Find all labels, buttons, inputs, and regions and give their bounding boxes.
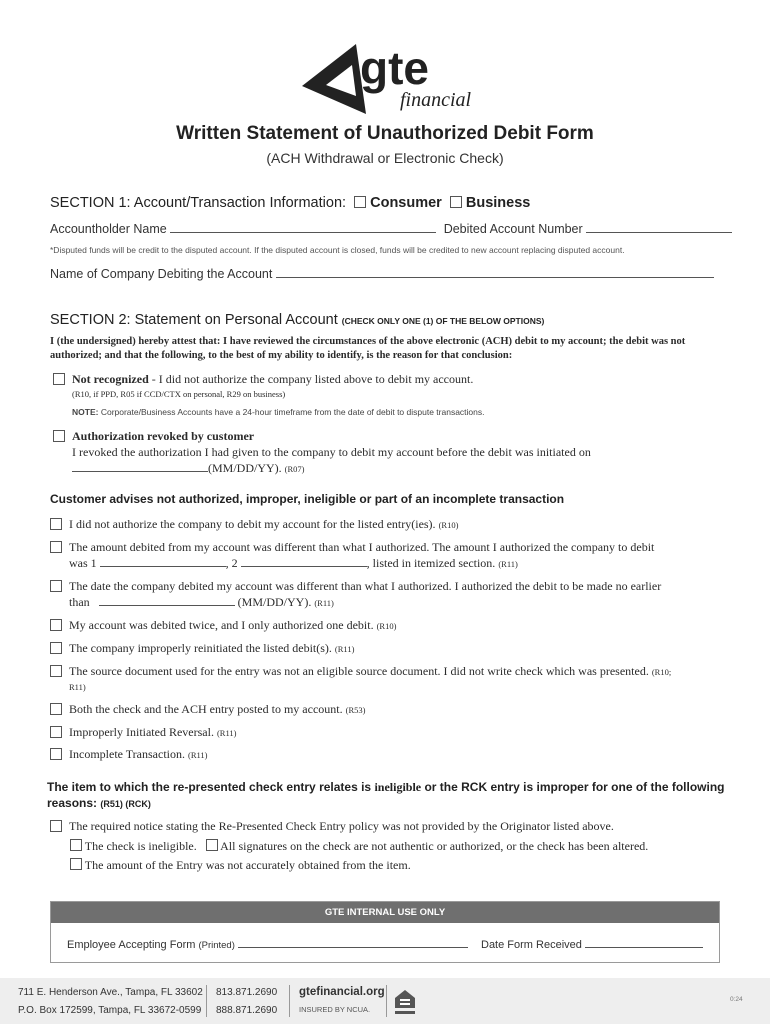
date-received-row (481, 936, 703, 951)
ca-option-3-checkbox[interactable] (50, 580, 62, 592)
amount-not-accurate-text: The amount of the Entry was not accurately obtained from the item. (84, 858, 411, 872)
business-note (72, 407, 484, 417)
footer-phone-2: 888.871.2690 (216, 1005, 278, 1016)
earliest-date-field[interactable] (99, 594, 235, 606)
footer-address-1: 711 E. Henderson Ave., Tampa, FL 33602 (18, 987, 203, 998)
accountholder-row (50, 221, 732, 236)
revoked-title: Authorization revoked by customer (72, 429, 255, 443)
ca-option-2-text-b: was 1 (69, 556, 97, 570)
footer-divider (289, 985, 290, 1017)
ca-option-8-checkbox[interactable] (50, 726, 62, 738)
footer (0, 978, 770, 1024)
ca-option-3-text-b: than (69, 595, 90, 609)
ca-option-5-text: The company improperly reinitiated the listed debit(s). (69, 641, 332, 655)
not-recognized-text: - I did not authorize the company listed above to debit my account. (151, 372, 474, 386)
revoked-checkbox[interactable] (53, 430, 65, 442)
footer-website-link[interactable]: gtefinancial.org (299, 986, 385, 998)
gte-financial-logo (300, 38, 475, 118)
ineligible-checkbox[interactable] (70, 839, 82, 851)
ca-option-2-text-d: , listed in itemized section. (366, 556, 496, 570)
ca-option-9-checkbox[interactable] (50, 748, 62, 760)
ca-option-7-checkbox[interactable] (50, 703, 62, 715)
ca-option-2-text-a: The amount debited from my account was different than what I authorized. The amount I authorized the company to debit (69, 540, 655, 554)
signatures-checkbox[interactable] (206, 839, 218, 851)
ca-option-3-date-row (69, 594, 334, 610)
ca-option-9-text: Incomplete Transaction. (69, 747, 185, 761)
revoked-text: I revoked the authorization I had given to the company to debit my account before the debit was initiated on (72, 445, 591, 459)
section1-header (50, 195, 530, 211)
accountholder-label: Accountholder Name (50, 222, 167, 236)
revoked-date-field[interactable] (72, 460, 208, 472)
employee-name-field[interactable] (238, 936, 468, 948)
date-received-field[interactable] (585, 936, 703, 948)
form-subtitle: (ACH Withdrawal or Electronic Check) (266, 150, 504, 166)
ca-option-8-code: (R11) (216, 728, 237, 738)
represented-heading-code: (R51) (RCK) (100, 799, 151, 809)
represented-option-1-checkbox[interactable] (50, 820, 62, 832)
equal-housing-icon (393, 988, 417, 1016)
ca-option-7-text: Both the check and the ACH entry posted to my account. (69, 702, 343, 716)
logo-script-text: financial (400, 89, 472, 111)
ca-option-4-checkbox[interactable] (50, 619, 62, 631)
ca-option-4-code: (R10) (376, 621, 397, 631)
form-version: 0:24 (730, 996, 743, 1003)
section2-heading: SECTION 2: Statement on Personal Account (50, 312, 338, 328)
customer-advises-heading: Customer advises not authorized, improper, ineligible or part of an incomplete transaction (50, 492, 565, 506)
internal-use-heading: GTE INTERNAL USE ONLY (51, 902, 719, 923)
employee-printed-label: (Printed) (198, 940, 235, 951)
ca-option-4-text: My account was debited twice, and I only authorized one debit. (69, 618, 374, 632)
debited-account-field[interactable] (586, 221, 732, 233)
date-received-label: Date Form Received (481, 939, 582, 951)
consumer-label: Consumer (370, 195, 442, 211)
debited-account-label: Debited Account Number (443, 222, 583, 236)
ineligible-text: The check is ineligible. (84, 839, 197, 853)
revoked-code: (R07) (284, 464, 305, 474)
ca-option-1-text: I did not authorize the company to debit my account for the listed entry(ies). (69, 517, 436, 531)
ca-option-6-code-cont: R11) (69, 682, 86, 692)
footer-divider (386, 985, 387, 1017)
amount-not-accurate-checkbox[interactable] (70, 858, 82, 870)
section1-heading: SECTION 1: Account/Transaction Information: (50, 195, 347, 211)
ca-option-5-checkbox[interactable] (50, 642, 62, 654)
amount-1-field[interactable] (100, 555, 226, 567)
represented-heading (47, 779, 727, 812)
ca-option-2-amounts (69, 555, 518, 571)
ca-option-6-checkbox[interactable] (50, 665, 62, 677)
represented-heading-d: reasons: (47, 796, 98, 810)
represented-sub-row (70, 839, 648, 854)
disputed-funds-note: *Disputed funds will be credit to the disputed account. If the disputed account is closed, funds will be credited to new account replacing disputed account. (50, 245, 625, 255)
attest-statement: I (the undersigned) hereby attest that: I have reviewed the circumstances of the above electronic (ACH) debit to my account; the debit was not authorized; and that the following, to the best of my ability to identify, is the reason for that conclusion: (50, 336, 686, 361)
business-checkbox[interactable] (450, 196, 462, 208)
ca-option-6-text: The source document used for the entry was not an eligible source document. I did not write check which was presented. (69, 664, 649, 678)
signatures-text: All signatures on the check are not authentic or authorized, or the check has been altered. (220, 839, 649, 853)
ca-option-1-checkbox[interactable] (50, 518, 62, 530)
footer-address-2: P.O. Box 172599, Tampa, FL 33672-0599 (18, 1005, 202, 1016)
ca-option-2-code: (R11) (498, 559, 518, 569)
section2-heading-note: (CHECK ONLY ONE (1) OF THE BELOW OPTIONS) (341, 316, 545, 326)
revoked-date-format: (MM/DD/YY). (208, 461, 282, 475)
company-label: Name of Company Debiting the Account (50, 267, 273, 281)
footer-phone-1: 813.871.2690 (216, 987, 278, 998)
ca-option-2-text-c: , 2 (225, 556, 238, 570)
represented-option-1-text: The required notice stating the Re-Presented Check Entry policy was not provided by the Originator listed above. (69, 819, 614, 833)
employee-row (67, 936, 468, 951)
ca-option-8-text: Improperly Initiated Reversal. (69, 725, 214, 739)
company-name-field[interactable] (276, 266, 714, 278)
ca-option-3-text-c: (MM/DD/YY). (237, 595, 312, 609)
internal-use-box (50, 901, 720, 963)
footer-insured-text: INSURED BY NCUA. (299, 1005, 371, 1014)
represented-heading-c: or the RCK entry is improper for one of the following (424, 780, 725, 794)
revoked-date-row (72, 460, 305, 476)
ca-option-7-code: (R53) (345, 705, 366, 715)
ca-option-2-checkbox[interactable] (50, 541, 62, 553)
logo-primary-text: gte (360, 42, 429, 94)
consumer-checkbox[interactable] (354, 196, 366, 208)
ca-option-3-code: (R11) (314, 598, 334, 608)
ca-option-1-code: (R10) (438, 520, 459, 530)
ca-option-5-code: (R11) (334, 644, 355, 654)
not-recognized-checkbox[interactable] (53, 373, 65, 385)
not-recognized-codes: (R10, if PPD, R05 if CCD/CTX on personal, R29 on business) (72, 389, 286, 399)
footer-divider (206, 985, 207, 1017)
section2-header (50, 312, 544, 328)
ca-option-3-text-a: The date the company debited my account was different than what I authorized. I authorized the debit to be made no earlier (69, 579, 662, 593)
employee-label: Employee Accepting Form (67, 939, 196, 951)
note-label: NOTE: (72, 407, 99, 417)
ca-option-9-code: (R11) (187, 750, 208, 760)
note-text: Corporate/Business Accounts have a 24-hour timeframe from the date of debit to dispute transactions. (100, 407, 485, 417)
represented-heading-b: ineligible (374, 780, 422, 794)
represented-amount-row (70, 858, 411, 873)
not-recognized-title: Not recognized (72, 372, 149, 386)
business-label: Business (465, 195, 531, 211)
ca-option-6-code: (R10; (651, 667, 672, 677)
accountholder-name-field[interactable] (170, 221, 436, 233)
amount-2-field[interactable] (241, 555, 367, 567)
company-row (50, 266, 714, 281)
form-title: Written Statement of Unauthorized Debit Form (176, 123, 594, 144)
represented-heading-a: The item to which the re-presented check entry relates is (47, 780, 372, 794)
